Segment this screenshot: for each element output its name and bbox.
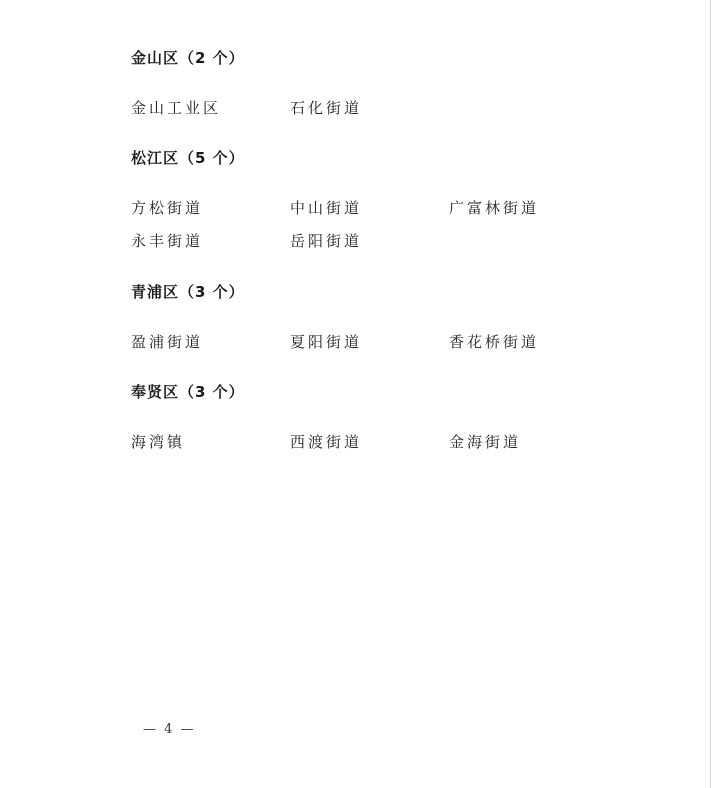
list-item: 金山工业区 xyxy=(131,99,222,117)
list-item: 方松街道 xyxy=(131,199,204,217)
list-item: 广富林街道 xyxy=(449,199,540,217)
district-heading: 奉贤区（3 个） xyxy=(131,383,245,401)
list-item: 岳阳街道 xyxy=(290,232,363,250)
list-item: 夏阳街道 xyxy=(290,333,363,351)
list-item: 海湾镇 xyxy=(131,433,186,451)
list-item: 永丰街道 xyxy=(131,232,204,250)
list-item: 金海街道 xyxy=(449,433,522,451)
page-number: — 4 — xyxy=(143,722,196,737)
district-heading: 金山区（2 个） xyxy=(131,49,245,67)
list-item: 石化街道 xyxy=(290,99,363,117)
list-item: 中山街道 xyxy=(290,199,363,217)
district-heading: 青浦区（3 个） xyxy=(131,283,245,301)
list-item: 西渡街道 xyxy=(290,433,363,451)
district-heading: 松江区（5 个） xyxy=(131,149,245,167)
list-item: 香花桥街道 xyxy=(449,333,540,351)
list-item: 盈浦街道 xyxy=(131,333,204,351)
